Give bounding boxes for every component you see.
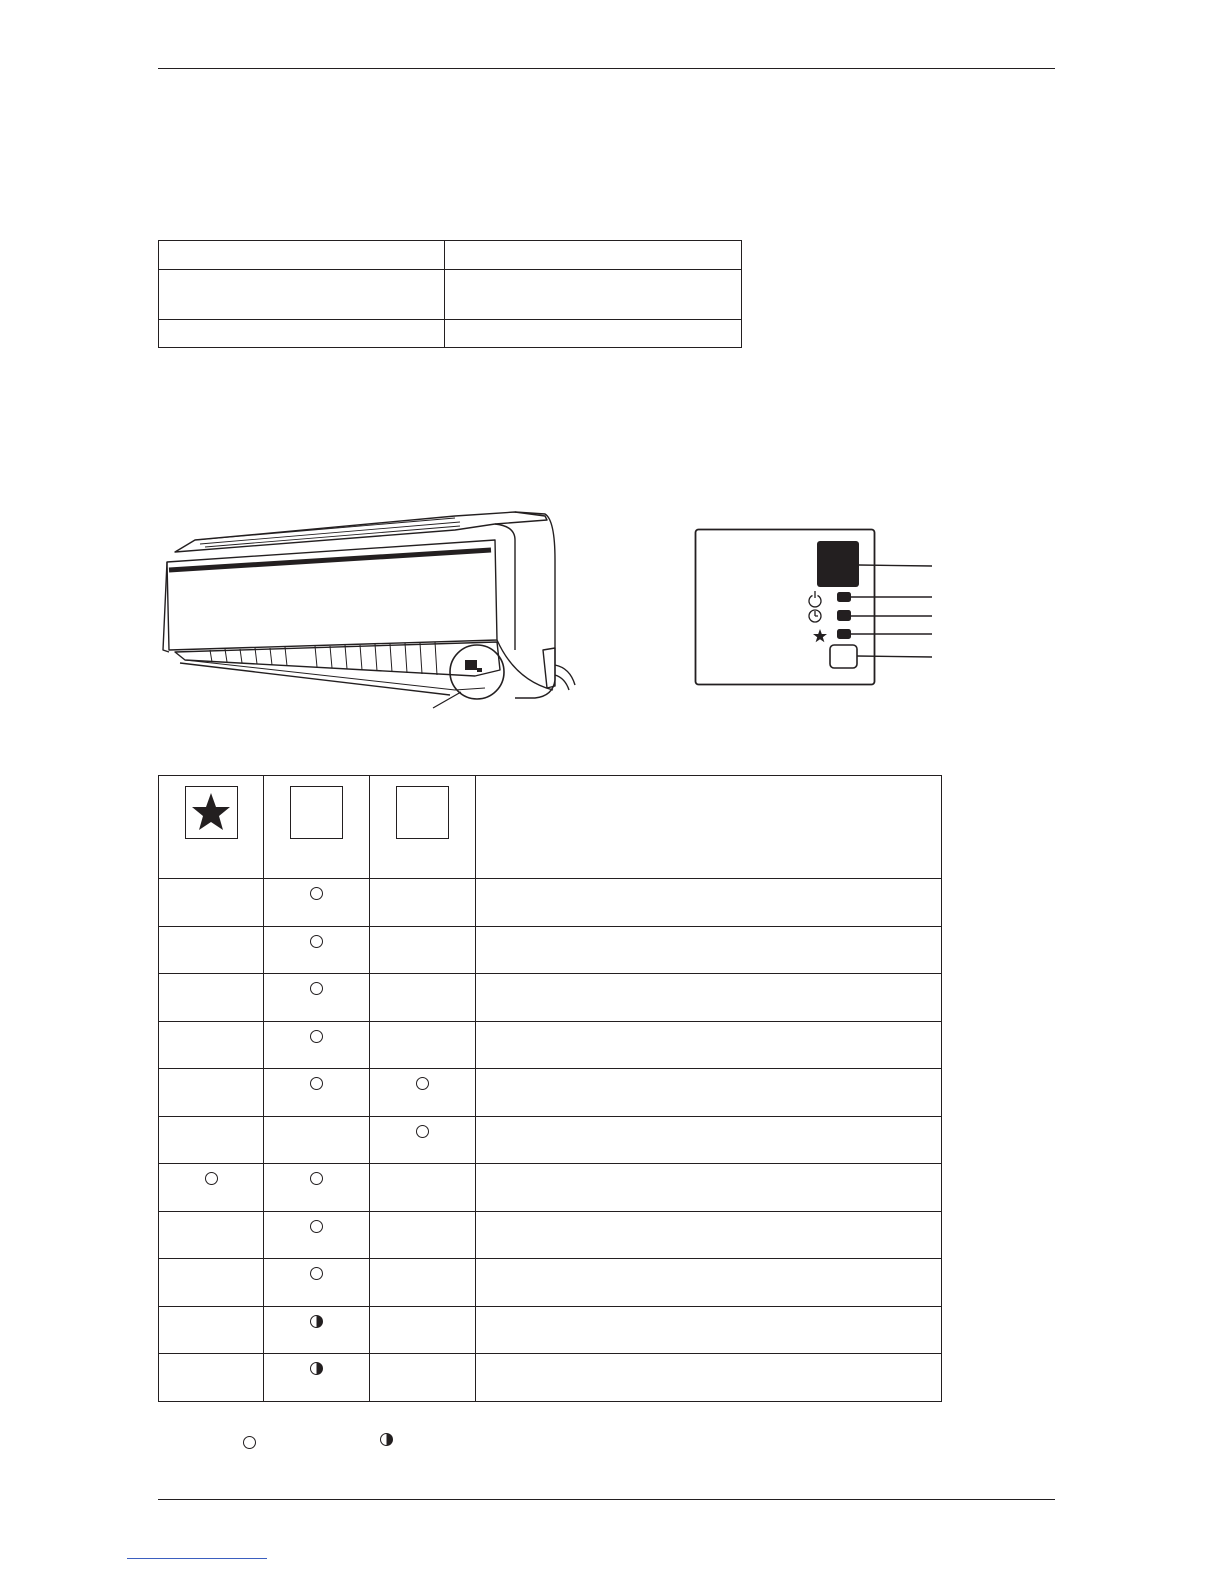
timer-icon bbox=[809, 610, 821, 622]
led-on-icon bbox=[310, 1030, 323, 1043]
status-description bbox=[476, 1021, 942, 1069]
indicator-cell bbox=[370, 1354, 476, 1402]
led-on-icon bbox=[310, 982, 323, 995]
led-on-icon bbox=[310, 935, 323, 948]
indicator-cell bbox=[159, 1021, 264, 1069]
legend-on-icon bbox=[243, 1436, 256, 1449]
display-panel-illustration bbox=[690, 525, 940, 690]
indicator-cell bbox=[159, 1116, 264, 1164]
led-on-icon bbox=[416, 1077, 429, 1090]
indicator-cell bbox=[264, 1069, 370, 1117]
table-row bbox=[159, 1021, 942, 1069]
indicator-cell bbox=[159, 974, 264, 1022]
status-description bbox=[476, 1306, 942, 1354]
status-description bbox=[476, 1069, 942, 1117]
indicator-cell bbox=[264, 1259, 370, 1307]
timer-led bbox=[837, 610, 851, 621]
indicator-cell bbox=[264, 1306, 370, 1354]
indicator-cell bbox=[159, 879, 264, 927]
legend-flash-icon bbox=[380, 1433, 393, 1446]
indicator-cell bbox=[264, 926, 370, 974]
indicator-status-table bbox=[158, 775, 942, 1402]
table-row bbox=[159, 1259, 942, 1307]
indicator-cell bbox=[264, 1116, 370, 1164]
indicator-cell bbox=[370, 1116, 476, 1164]
power-icon bbox=[809, 591, 821, 607]
star-indicator-icon bbox=[185, 786, 238, 839]
footer-rule bbox=[158, 1499, 1055, 1500]
led-flash-icon bbox=[310, 1362, 323, 1375]
description-header bbox=[476, 776, 942, 879]
status-description bbox=[476, 1164, 942, 1212]
power-led bbox=[837, 592, 851, 602]
indicator-cell bbox=[370, 879, 476, 927]
status-description bbox=[476, 974, 942, 1022]
star-indicator-header bbox=[159, 776, 264, 879]
indicator-cell bbox=[370, 1164, 476, 1212]
table-row bbox=[159, 1211, 942, 1259]
table-row bbox=[159, 1116, 942, 1164]
panel-button bbox=[830, 645, 857, 668]
indicator-cell bbox=[370, 926, 476, 974]
indicator-cell bbox=[370, 1211, 476, 1259]
indicator-cell bbox=[264, 1164, 370, 1212]
spec-cell bbox=[445, 270, 742, 320]
status-description bbox=[476, 1259, 942, 1307]
star-icon bbox=[813, 629, 827, 642]
table-row bbox=[159, 1306, 942, 1354]
spec-cell bbox=[445, 241, 742, 270]
indicator-cell bbox=[159, 1259, 264, 1307]
indicator-cell bbox=[264, 1021, 370, 1069]
led-on-icon bbox=[310, 1172, 323, 1185]
table-row bbox=[159, 1069, 942, 1117]
status-description bbox=[476, 1354, 942, 1402]
indicator-cell bbox=[264, 1211, 370, 1259]
status-description bbox=[476, 926, 942, 974]
spec-cell bbox=[159, 320, 445, 348]
indicator-cell bbox=[370, 1259, 476, 1307]
indicator-header-3 bbox=[370, 776, 476, 879]
led-on-icon bbox=[310, 1220, 323, 1233]
indicator-cell bbox=[370, 974, 476, 1022]
led-flash-icon bbox=[310, 1315, 323, 1328]
table-row bbox=[159, 974, 942, 1022]
indicator-cell bbox=[159, 1164, 264, 1212]
led-on-icon bbox=[416, 1125, 429, 1138]
star-led bbox=[837, 629, 851, 639]
status-description bbox=[476, 1116, 942, 1164]
table-row bbox=[159, 1164, 942, 1212]
indicator-cell bbox=[159, 1211, 264, 1259]
table-row bbox=[159, 926, 942, 974]
status-description bbox=[476, 879, 942, 927]
spec-cell bbox=[159, 270, 445, 320]
indicator-header-2 bbox=[264, 776, 370, 879]
indicator-cell bbox=[264, 879, 370, 927]
indicator-cell bbox=[370, 1069, 476, 1117]
indicator-cell bbox=[159, 1069, 264, 1117]
table-header-row bbox=[159, 776, 942, 879]
table-row bbox=[159, 1354, 942, 1402]
led-on-icon bbox=[205, 1172, 218, 1185]
table-row bbox=[159, 879, 942, 927]
blank-indicator-box bbox=[290, 786, 343, 839]
led-on-icon bbox=[310, 887, 323, 900]
indicator-cell bbox=[159, 1354, 264, 1402]
header-rule bbox=[158, 68, 1055, 69]
indicator-cell bbox=[159, 1306, 264, 1354]
led-on-icon bbox=[310, 1267, 323, 1280]
spec-table bbox=[158, 240, 742, 348]
led-on-icon bbox=[310, 1077, 323, 1090]
indicator-cell bbox=[370, 1306, 476, 1354]
blank-indicator-box bbox=[396, 786, 449, 839]
indicator-cell bbox=[159, 926, 264, 974]
indicator-cell bbox=[370, 1021, 476, 1069]
indicator-cell bbox=[264, 1354, 370, 1402]
footer-link-underline bbox=[127, 1558, 267, 1559]
spec-cell bbox=[445, 320, 742, 348]
indoor-unit-illustration bbox=[155, 500, 595, 745]
status-description bbox=[476, 1211, 942, 1259]
indicator-cell bbox=[264, 974, 370, 1022]
spec-cell bbox=[159, 241, 445, 270]
